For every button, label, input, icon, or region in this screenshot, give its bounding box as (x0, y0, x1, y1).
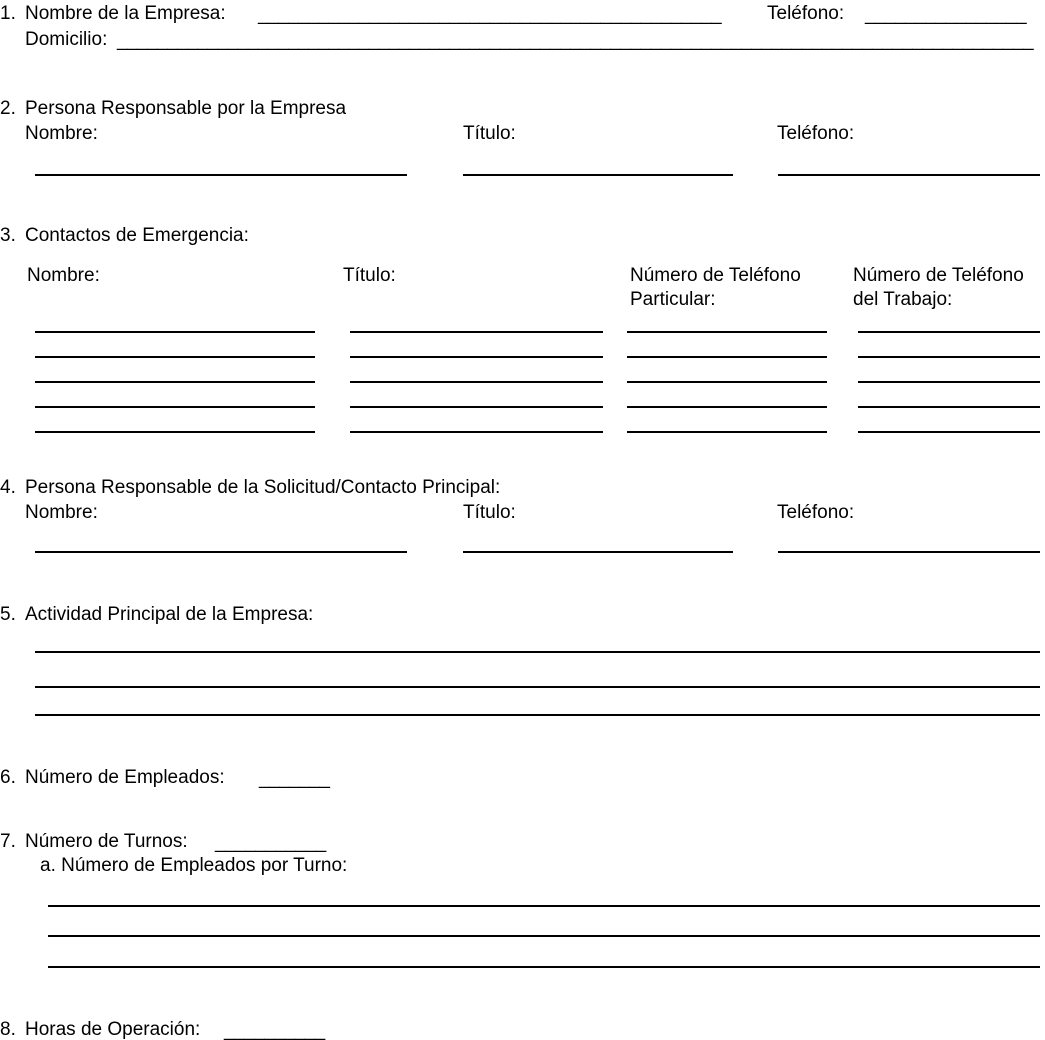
item-3-row-2-col-4-rule[interactable] (858, 356, 1040, 358)
item-1-domicilio-label: Domicilio: (25, 29, 108, 50)
item-5-row-3-rule[interactable] (35, 714, 1040, 716)
item-3-number: 3. (0, 225, 16, 246)
item-3-row-3-col-2-rule[interactable] (350, 381, 603, 383)
item-3-col-1-label: Nombre: (27, 265, 100, 286)
item-3-row-3-col-4-rule[interactable] (858, 381, 1040, 383)
item-4-col-2-rule[interactable] (463, 551, 733, 553)
item-4-col-1-rule[interactable] (35, 551, 407, 553)
item-4-col-2-label: Título: (463, 502, 516, 523)
item-3-row-2-col-1-rule[interactable] (35, 356, 315, 358)
item-7a-row-1-rule[interactable] (48, 905, 1040, 907)
item-6-fill[interactable]: _______ (259, 768, 330, 789)
item-7a-row-2-rule[interactable] (48, 935, 1040, 937)
item-7-fill[interactable]: ___________ (215, 832, 326, 853)
item-3-row-2-col-2-rule[interactable] (350, 356, 603, 358)
item-4-col-3-rule[interactable] (778, 551, 1040, 553)
item-5-row-1-rule[interactable] (35, 651, 1040, 653)
item-3-row-3-col-3-rule[interactable] (627, 381, 827, 383)
item-3-row-1-col-4-rule[interactable] (858, 331, 1040, 333)
item-5-number: 5. (0, 604, 16, 625)
item-3-row-1-col-1-rule[interactable] (35, 331, 315, 333)
item-3-row-5-col-1-rule[interactable] (35, 431, 315, 433)
item-1-nombre-empresa-fill[interactable]: ______________________________________________ (258, 4, 722, 25)
item-1-label: Nombre de la Empresa: (25, 3, 226, 24)
item-6-number: 6. (0, 767, 16, 788)
item-1-number: 1. (0, 3, 16, 24)
item-2-label: Persona Responsable por la Empresa (25, 98, 347, 119)
item-1-telefono-fill[interactable]: ________________ (865, 4, 1027, 25)
item-3-row-4-col-2-rule[interactable] (350, 406, 603, 408)
item-4-col-1-label: Nombre: (25, 502, 98, 523)
item-3-row-4-col-1-rule[interactable] (35, 406, 315, 408)
item-2-col-2-label: Título: (463, 123, 516, 144)
item-8-number: 8. (0, 1019, 16, 1040)
item-3-row-1-col-3-rule[interactable] (627, 331, 827, 333)
item-3-col-4-label: Número de Teléfono (853, 265, 1024, 286)
item-2-col-1-label: Nombre: (25, 123, 98, 144)
item-1-telefono-label: Teléfono: (767, 3, 845, 24)
item-7a-label: a. Número de Empleados por Turno: (40, 855, 348, 876)
item-3-row-5-col-2-rule[interactable] (350, 431, 603, 433)
item-3-col-4-label-line2: del Trabajo: (853, 289, 953, 310)
item-7a-row-3-rule[interactable] (48, 966, 1040, 968)
item-3-col-3-label-line2: Particular: (630, 289, 716, 310)
item-3-row-3-col-1-rule[interactable] (35, 381, 315, 383)
item-2-col-2-rule[interactable] (463, 174, 733, 176)
item-4-label: Persona Responsable de la Solicitud/Contacto Principal: (25, 477, 501, 498)
item-7-label: Número de Turnos: (25, 831, 188, 852)
item-3-row-2-col-3-rule[interactable] (627, 356, 827, 358)
item-2-col-1-rule[interactable] (35, 174, 407, 176)
item-3-row-5-col-4-rule[interactable] (858, 431, 1040, 433)
item-7-number: 7. (0, 831, 16, 852)
item-6-label: Número de Empleados: (25, 767, 225, 788)
item-3-col-3-label: Número de Teléfono (630, 265, 801, 286)
item-3-row-4-col-4-rule[interactable] (858, 406, 1040, 408)
item-1-domicilio-fill[interactable]: ___________________________________________________________________________________________ (117, 30, 1034, 51)
item-3-label: Contactos de Emergencia: (25, 225, 249, 246)
item-8-fill[interactable]: __________ (224, 1020, 325, 1040)
item-3-col-2-label: Título: (343, 265, 396, 286)
item-4-number: 4. (0, 477, 16, 498)
item-3-row-5-col-3-rule[interactable] (627, 431, 827, 433)
item-8-label: Horas de Operación: (25, 1019, 201, 1040)
item-2-col-3-rule[interactable] (778, 174, 1040, 176)
item-5-label: Actividad Principal de la Empresa: (25, 604, 314, 625)
item-2-col-3-label: Teléfono: (777, 123, 855, 144)
item-3-row-4-col-3-rule[interactable] (627, 406, 827, 408)
item-4-col-3-label: Teléfono: (777, 502, 855, 523)
item-5-row-2-rule[interactable] (35, 686, 1040, 688)
item-2-number: 2. (0, 98, 16, 119)
item-3-row-1-col-2-rule[interactable] (350, 331, 603, 333)
